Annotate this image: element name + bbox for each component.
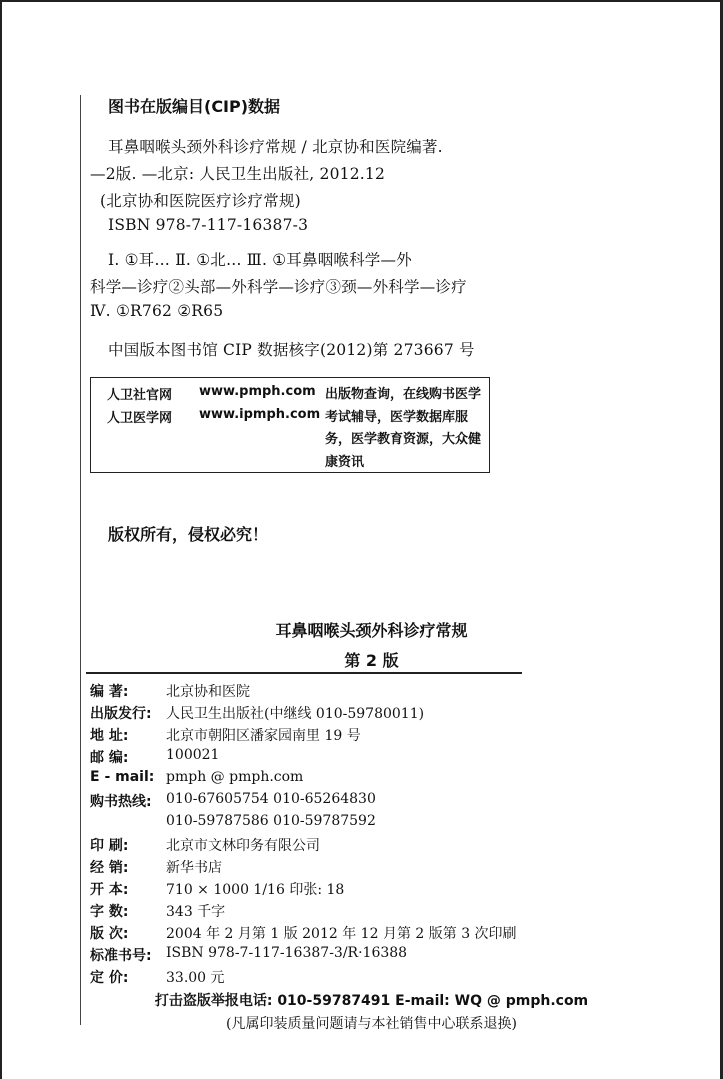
cip-line: ISBN 978-7-117-16387-3 — [108, 216, 309, 234]
imprint-label: 开 本: — [90, 882, 129, 898]
imprint-value: 010-67605754 010-65264830 — [166, 791, 376, 807]
imprint-label: 字 数: — [90, 904, 129, 920]
return-note: (凡属印装质量问题请与本社销售中心联系退换) — [226, 1016, 517, 1032]
imprint-label: 印 刷: — [90, 838, 129, 854]
gutter-line — [80, 95, 81, 1025]
imprint-label: 经 销: — [90, 860, 129, 876]
page-border-left — [0, 0, 2, 1079]
imprint-value: 33.00 元 — [166, 970, 225, 986]
imprint-value: 010-59787586 010-59787592 — [166, 813, 376, 829]
cip-heading: 图书在版编目(CIP)数据 — [108, 97, 281, 116]
imprint-value: 2004 年 2 月第 1 版 2012 年 12 月第 2 版第 3 次印刷 — [166, 926, 517, 942]
book-title: 耳鼻咽喉头颈外科诊疗常规 — [275, 621, 468, 640]
imprint-label: E - mail: — [90, 769, 155, 785]
copyright-notice: 版权所有，侵权必究！ — [108, 525, 269, 544]
imprint-value: 新华书店 — [166, 860, 222, 876]
imprint-value: 北京协和医院 — [166, 684, 250, 700]
imprint-label: 定 价: — [90, 970, 129, 986]
imprint-label: 编 著: — [90, 684, 129, 700]
piracy-report-line: 打击盗版举报电话: 010-59787491 E-mail: WQ @ pmph.com — [154, 993, 589, 1009]
imprint-label: 购书热线: — [90, 794, 152, 810]
imprint-label: 邮 编: — [90, 750, 129, 766]
imprint-label: 地 址: — [90, 728, 129, 744]
imprint-value: ISBN 978-7-117-16387-3/R·16388 — [166, 945, 408, 961]
imprint-value: 710 × 1000 1/16 印张: 18 — [166, 882, 345, 898]
email-value[interactable]: pmph @ pmph.com — [166, 769, 304, 785]
cip-line: 中国版本图书馆 CIP 数据核字(2012)第 273667 号 — [108, 341, 475, 359]
services-description: 出版物查询，在线购书医学考试辅导，医学数据库服务，医学教育资源，大众健康资讯 — [325, 387, 482, 470]
cip-line: 科学—诊疗②头部—外科学—诊疗③颈—外科学—诊疗 — [90, 278, 467, 296]
imprint-label: 标准书号: — [90, 948, 152, 964]
imprint-value: 343 千字 — [166, 904, 226, 920]
site-url[interactable]: www.ipmph.com — [199, 407, 321, 422]
edition: 第 2 版 — [344, 651, 399, 670]
imprint-value: 人民卫生出版社(中继线 010-59780011) — [166, 706, 425, 722]
divider — [86, 672, 522, 674]
imprint-label: 版 次: — [90, 926, 129, 942]
imprint-value: 北京市文林印务有限公司 — [166, 838, 320, 854]
site-url[interactable]: www.pmph.com — [199, 384, 316, 399]
cip-line: (北京协和医院医疗诊疗常规) — [100, 192, 301, 210]
cip-line: —2版. —北京: 人民卫生出版社, 2012.12 — [90, 165, 386, 183]
cip-line: 耳鼻咽喉头颈外科诊疗常规 / 北京协和医院编著. — [108, 138, 443, 156]
imprint-value: 北京市朝阳区潘家园南里 19 号 — [166, 728, 361, 744]
cip-line: Ⅳ. ①R762 ②R65 — [90, 302, 224, 320]
info-box — [90, 377, 490, 473]
imprint-label: 出版发行: — [90, 706, 152, 722]
site-name: 人卫医学网 — [107, 411, 173, 426]
cip-line: Ⅰ. ①耳… Ⅱ. ①北… Ⅲ. ①耳鼻咽喉科学—外 — [108, 251, 412, 269]
page-border-top — [0, 0, 723, 2]
imprint-value: 100021 — [166, 747, 220, 763]
site-name: 人卫社官网 — [107, 388, 173, 403]
